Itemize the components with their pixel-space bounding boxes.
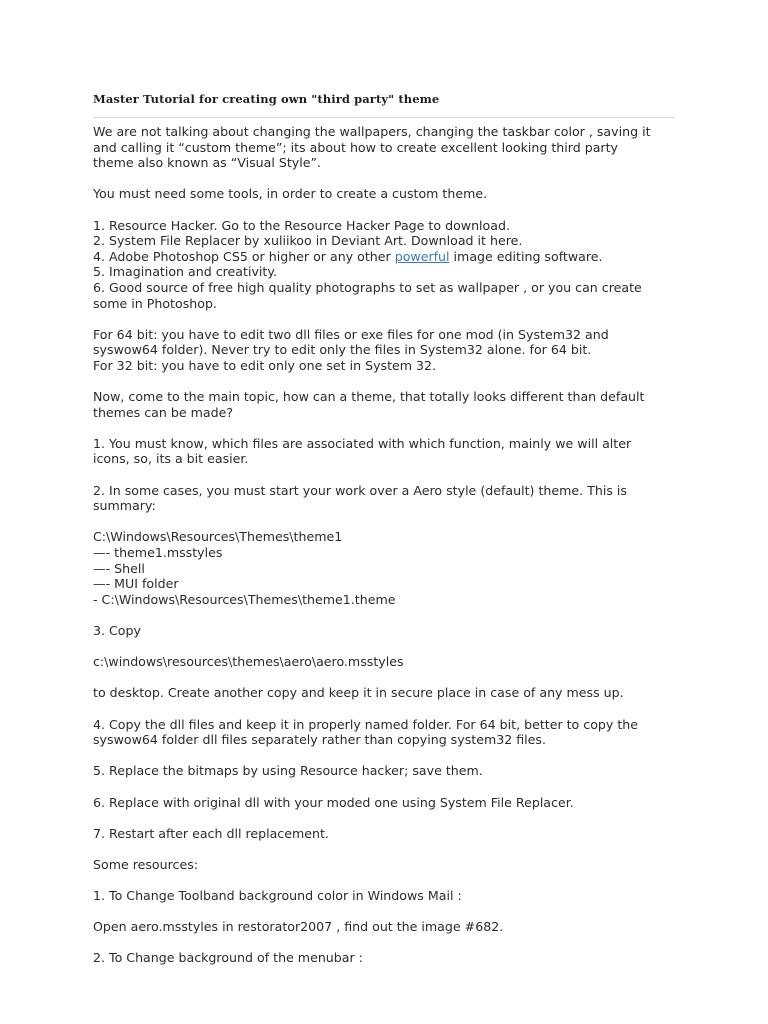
step-3-text: 3. Copy bbox=[93, 623, 141, 638]
step-1 bbox=[93, 436, 683, 467]
tool-item-4-text: 4. Adobe Photoshop CS5 or higher or any other bbox=[93, 248, 395, 264]
step-2 bbox=[93, 483, 683, 514]
resource-1-detail bbox=[93, 919, 683, 935]
step-2-line: 2. In some cases, you must start your work over a Aero style (default) theme. This is bbox=[93, 482, 627, 498]
intro-line: and calling it “custom theme”; its about how to create excellent looking third party bbox=[93, 139, 619, 155]
intro-paragraph bbox=[93, 124, 683, 171]
step-7-text: 7. Restart after each dll replacement. bbox=[93, 825, 329, 841]
copy-path-text: c:\windows\resources\themes\aero\aero.msstyles bbox=[93, 654, 404, 670]
intro-line: We are not talking about changing the wallpapers, changing the taskbar color , saving it bbox=[93, 124, 651, 139]
tool-item-5: 5. Imagination and creativity. bbox=[93, 264, 278, 280]
step-5 bbox=[93, 763, 683, 779]
to-desktop bbox=[93, 685, 683, 701]
step-7 bbox=[93, 826, 683, 842]
bit-note-line: For 32 bit: you have to edit only one set in System 32. bbox=[93, 357, 437, 373]
tool-item-6-cont: some in Photoshop. bbox=[93, 295, 217, 311]
bit-note-line: For 64 bit: you have to edit two dll files or exe files for one mod (in System32 and bbox=[93, 326, 609, 342]
resource-1 bbox=[93, 888, 683, 904]
document-title: Master Tutorial for creating own "third party" theme bbox=[93, 92, 440, 106]
resource-2-text: 2. To Change background of the menubar : bbox=[93, 950, 363, 966]
tool-item-4 bbox=[93, 249, 683, 265]
tool-item-6: 6. Good source of free high quality photographs to set as wallpaper , or you can create bbox=[93, 279, 642, 295]
tree-line: —- theme1.msstyles bbox=[93, 545, 223, 561]
theme-folder-tree bbox=[93, 529, 683, 607]
step-5-text: 5. Replace the bitmaps by using Resource hacker; save them. bbox=[93, 763, 483, 779]
to-desktop-text: to desktop. Create another copy and keep it in secure place in case of any mess up. bbox=[93, 685, 624, 701]
step-4-line: syswow64 folder dll files separately rather than copying system32 files. bbox=[93, 732, 546, 748]
powerful-link[interactable]: powerful bbox=[394, 248, 450, 264]
resource-2 bbox=[93, 950, 683, 966]
tree-line: —- Shell bbox=[93, 560, 145, 576]
main-topic bbox=[93, 389, 683, 420]
tree-line: —- MUI folder bbox=[93, 576, 179, 592]
resource-1-detail-text: Open aero.msstyles in restorator2007 , find out the image #682. bbox=[93, 919, 504, 935]
main-topic-line: themes can be made? bbox=[93, 404, 234, 420]
tools-intro-text: You must need some tools, in order to create a custom theme. bbox=[93, 186, 488, 202]
copy-path bbox=[93, 654, 683, 670]
step-4 bbox=[93, 717, 683, 748]
main-topic-line: Now, come to the main topic, how can a theme, that totally looks different than default bbox=[93, 389, 645, 405]
title-divider bbox=[93, 117, 675, 118]
document-body bbox=[93, 124, 683, 982]
step-3 bbox=[93, 623, 683, 639]
resources-heading bbox=[93, 857, 683, 873]
tool-item-2: 2. System File Replacer by xuliikoo in Deviant Art. Download it here. bbox=[93, 233, 523, 249]
step-6 bbox=[93, 795, 683, 811]
step-1-line: 1. You must know, which files are associated with which function, mainly we will alter bbox=[93, 435, 632, 451]
tree-line: C:\Windows\Resources\Themes\theme1 bbox=[93, 529, 343, 545]
step-6-text: 6. Replace with original dll with your moded one using System File Replacer. bbox=[93, 794, 574, 810]
bit-notes bbox=[93, 327, 683, 374]
resources-heading-text: Some resources: bbox=[93, 856, 198, 872]
tool-item-4-text-end: image editing software. bbox=[449, 248, 603, 264]
step-1-line: icons, so, its a bit easier. bbox=[93, 451, 249, 467]
resource-1-text: 1. To Change Toolband background color in Windows Mail : bbox=[93, 888, 462, 904]
step-2-line: summary: bbox=[93, 498, 156, 514]
tree-line: - C:\Windows\Resources\Themes\theme1.theme bbox=[93, 591, 396, 607]
intro-line: theme also known as “Visual Style”. bbox=[93, 155, 322, 171]
tools-list bbox=[93, 218, 683, 312]
step-4-line: 4. Copy the dll files and keep it in properly named folder. For 64 bit, better to copy the bbox=[93, 716, 639, 732]
bit-note-line: syswow64 folder). Never try to edit only the files in System32 alone. for 64 bit. bbox=[93, 342, 592, 358]
tools-intro bbox=[93, 186, 683, 202]
tool-item-1: 1. Resource Hacker. Go to the Resource Hacker Page to download. bbox=[93, 217, 510, 233]
